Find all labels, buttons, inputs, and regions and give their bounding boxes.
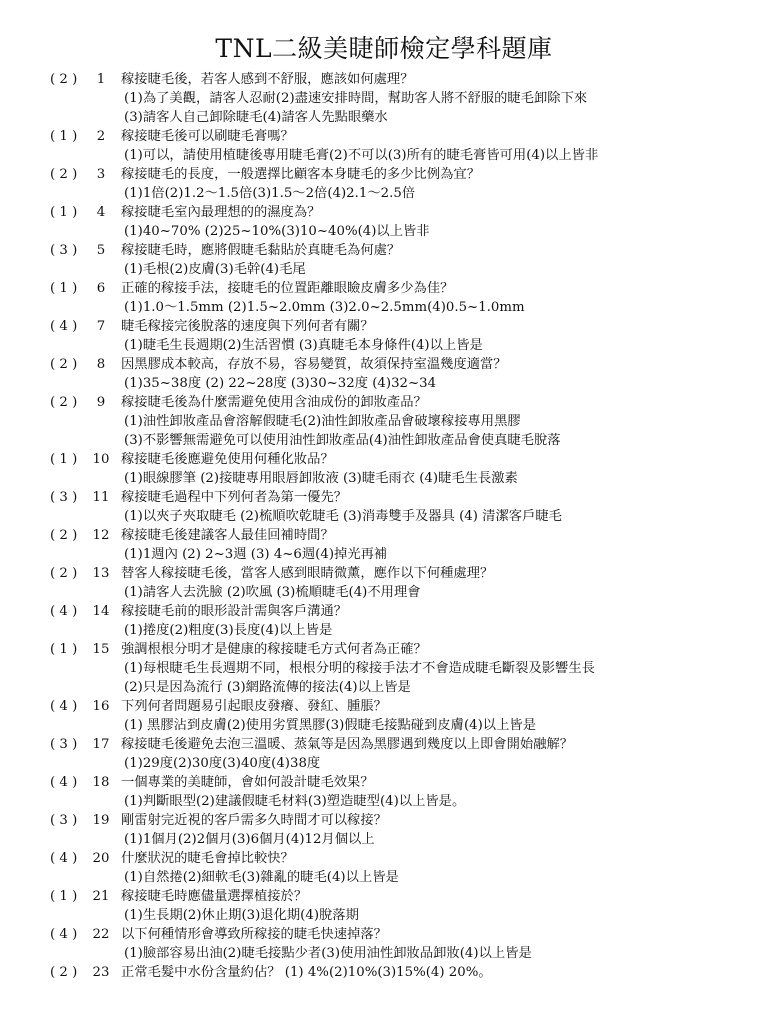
question-item <box>0 602 768 640</box>
page-title: TNL二級美睫師檢定學科題庫 <box>215 34 553 63</box>
question-options: (1)1個月(2)2個月(3)6個月(4)12月個以上 <box>124 832 375 847</box>
question-line <box>0 450 768 469</box>
question-answer: ( 1 ) <box>50 642 78 657</box>
question-options: (1)每根睫毛生長週期不同，根根分明的稼接手法才不會造成睫毛斷裂及影響生長 <box>124 661 595 676</box>
question-text: 稼接睫毛室內最理想的的濕度為？ <box>121 205 321 220</box>
question-number: 18 <box>92 775 110 790</box>
question-item <box>0 640 768 697</box>
question-item <box>0 450 768 488</box>
question-text: 強調根根分明才是健康的稼接睫毛方式何者為正確？ <box>121 642 427 657</box>
question-line <box>0 773 768 792</box>
question-options: (1)1週內 (2) 2~3週 (3) 4~6週(4)掉光再補 <box>124 547 388 562</box>
question-answer: ( 4 ) <box>50 775 78 790</box>
question-line <box>0 849 768 868</box>
question-line <box>0 165 768 184</box>
question-options: (1)1.0～1.5mm (2)1.5~2.0mm (3)2.0~2.5mm(4)0.5~1.0mm <box>124 300 525 315</box>
question-number: 23 <box>92 965 110 980</box>
question-line <box>0 279 768 298</box>
question-answer: ( 4 ) <box>50 319 78 334</box>
question-options: (1)睫毛生長週期(2)生活習慣 (3)真睫毛本身條件(4)以上皆是 <box>124 338 483 353</box>
question-answer: ( 4 ) <box>50 927 78 942</box>
question-number: 1 <box>96 72 106 87</box>
question-item <box>0 773 768 811</box>
question-line <box>0 963 768 982</box>
question-line <box>0 811 768 830</box>
question-text: 什麼狀況的睫毛會掉比較快？ <box>121 851 294 866</box>
question-answer: ( 1 ) <box>50 205 78 220</box>
question-line <box>0 203 768 222</box>
question-options: (1)自然捲(2)細軟毛(3)雜亂的睫毛(4)以上皆是 <box>124 870 399 885</box>
question-answer: ( 2 ) <box>50 395 78 410</box>
question-text: 稼接睫毛過程中下列何者為第一優先？ <box>121 490 348 505</box>
question-text: 稼接睫毛時，應將假睫毛黏貼於真睫毛為何處？ <box>121 243 401 258</box>
question-line <box>0 526 768 545</box>
question-text: 稼接睫毛的長度，一般選擇比顧客本身睫毛的多少比例為宜？ <box>121 167 481 182</box>
question-item <box>0 355 768 393</box>
question-answer: ( 1 ) <box>50 889 78 904</box>
question-options: (1)以夾子夾取睫毛 (2)梳順吹乾睫毛 (3)消毒雙手及器具 (4) 清潔客戶睫毛 <box>124 509 562 524</box>
question-line <box>0 127 768 146</box>
question-text: 替客人稼接睫毛後，當客人感到眼睛微薰，應作以下何種處理？ <box>121 566 494 581</box>
question-number: 11 <box>92 490 110 505</box>
question-item <box>0 279 768 317</box>
question-text: 因黑膠成本較高，存放不易，容易變質，故須保持室溫幾度適當？ <box>121 357 507 372</box>
question-line <box>0 393 768 412</box>
question-options: (1)1倍(2)1.2～1.5倍(3)1.5～2倍(4)2.1～2.5倍 <box>124 186 416 201</box>
question-number: 5 <box>96 243 106 258</box>
question-text: 稼接睫毛時應儘量選擇植接於？ <box>121 889 308 904</box>
question-answer: ( 3 ) <box>50 243 78 258</box>
question-text: 下列何者問題易引起眼皮發癢、發紅、腫脹？ <box>121 699 387 714</box>
question-item <box>0 849 768 887</box>
question-item <box>0 564 768 602</box>
question-item <box>0 393 768 450</box>
question-item <box>0 488 768 526</box>
question-line <box>0 887 768 906</box>
question-line <box>0 697 768 716</box>
question-text: 以下何種情形會導致所稼接的睫毛快速掉落？ <box>121 927 387 942</box>
question-item <box>0 887 768 925</box>
question-options: (2)只是因為流行 (3)網路流傳的接法(4)以上皆是 <box>124 680 411 695</box>
question-number: 4 <box>96 205 106 220</box>
question-answer: ( 2 ) <box>50 566 78 581</box>
question-number: 16 <box>92 699 110 714</box>
question-number: 10 <box>92 452 110 467</box>
question-line <box>0 317 768 336</box>
question-options: (1)29度(2)30度(3)40度(4)38度 <box>124 756 321 771</box>
question-number: 3 <box>96 167 106 182</box>
question-line <box>0 488 768 507</box>
question-item <box>0 735 768 773</box>
question-text: 稼接睫毛後避免去泡三溫暖、蒸氣等是因為黑膠遇到幾度以上即會開始融解？ <box>121 737 574 752</box>
question-item <box>0 925 768 963</box>
question-text: 稼接睫毛前的眼形設計需與客戶溝通？ <box>121 604 348 619</box>
question-answer: ( 2 ) <box>50 965 78 980</box>
question-number: 21 <box>92 889 110 904</box>
question-item <box>0 70 768 127</box>
question-item <box>0 203 768 241</box>
question-text: 正常毛髮中水份含量約佔？ (1) 4%(2)10%(3)15%(4) 20%。 <box>121 965 492 980</box>
question-answer: ( 1 ) <box>50 129 78 144</box>
question-answer: ( 4 ) <box>50 699 78 714</box>
question-options: (1)生長期(2)休止期(3)退化期(4)脫落期 <box>124 908 359 923</box>
question-line <box>0 564 768 583</box>
question-number: 7 <box>96 319 106 334</box>
question-options: (1)眼線膠筆 (2)接睫專用眼唇卸妝液 (3)睫毛雨衣 (4)睫毛生長激素 <box>124 471 518 486</box>
question-line <box>0 640 768 659</box>
question-item <box>0 127 768 165</box>
question-answer: ( 2 ) <box>50 528 78 543</box>
question-item <box>0 697 768 735</box>
question-item <box>0 241 768 279</box>
question-options: (1)請客人去洗臉 (2)吹風 (3)梳順睫毛(4)不用理會 <box>124 585 421 600</box>
question-answer: ( 3 ) <box>50 737 78 752</box>
question-number: 12 <box>92 528 110 543</box>
question-line <box>0 355 768 374</box>
question-number: 14 <box>92 604 110 619</box>
question-text: 稼接睫毛後為什麼需避免使用含油成份的卸妝產品？ <box>121 395 427 410</box>
question-line <box>0 241 768 260</box>
question-number: 22 <box>92 927 110 942</box>
question-options: (1)可以，請使用植睫後專用睫毛膏(2)不可以(3)所有的睫毛膏皆可用(4)以上皆非 <box>124 148 599 163</box>
question-number: 9 <box>96 395 106 410</box>
question-item <box>0 963 768 982</box>
question-options: (3)請客人自己卸除睫毛(4)請客人先點眼藥水 <box>124 110 388 125</box>
question-answer: ( 4 ) <box>50 604 78 619</box>
question-item <box>0 317 768 355</box>
question-answer: ( 2 ) <box>50 167 78 182</box>
question-item <box>0 165 768 203</box>
question-item <box>0 526 768 564</box>
question-text: 稼接睫毛後應避免使用何種化妝品？ <box>121 452 334 467</box>
question-number: 20 <box>92 851 110 866</box>
question-options: (1) 黑膠沾到皮膚(2)使用劣質黑膠(3)假睫毛接點碰到皮膚(4)以上皆是 <box>124 718 536 733</box>
question-answer: ( 1 ) <box>50 281 78 296</box>
question-number: 8 <box>96 357 106 372</box>
question-answer: ( 1 ) <box>50 452 78 467</box>
question-text: 剛雷射完近視的客戶需多久時間才可以稼接？ <box>121 813 387 828</box>
question-line <box>0 925 768 944</box>
question-list <box>0 70 768 982</box>
question-answer: ( 3 ) <box>50 490 78 505</box>
question-text: 一個專業的美睫師，會如何設計睫毛效果？ <box>121 775 374 790</box>
question-text: 稼接睫毛後，若客人感到不舒服，應該如何處理？ <box>121 72 414 87</box>
question-options: (1)毛根(2)皮膚(3)毛幹(4)毛尾 <box>124 262 306 277</box>
question-line <box>0 602 768 621</box>
question-number: 13 <box>92 566 110 581</box>
question-number: 2 <box>96 129 106 144</box>
question-answer: ( 3 ) <box>50 813 78 828</box>
question-text: 稼接睫毛後可以刷睫毛膏嗎？ <box>121 129 294 144</box>
question-text: 睫毛稼接完後脫落的速度與下列何者有關？ <box>121 319 374 334</box>
question-number: 15 <box>92 642 110 657</box>
question-answer: ( 2 ) <box>50 357 78 372</box>
question-answer: ( 2 ) <box>50 72 78 87</box>
question-text: 正確的稼接手法，接睫毛的位置距離眼瞼皮膚多少為佳？ <box>121 281 454 296</box>
question-line <box>0 735 768 754</box>
question-number: 19 <box>92 813 110 828</box>
question-options: (1)油性卸妝產品會溶解假睫毛(2)油性卸妝產品會破壞稼接專用黑膠 <box>124 414 521 429</box>
question-number: 17 <box>92 737 110 752</box>
question-options: (1)臉部容易出油(2)睫毛接點少者(3)使用油性卸妝品卸妝(4)以上皆是 <box>124 946 532 961</box>
question-text: 稼接睫毛後建議客人最佳回補時間？ <box>121 528 334 543</box>
question-options: (1)為了美觀，請客人忍耐(2)盡速安排時間，幫助客人將不舒服的睫毛卸除下來 <box>124 91 588 106</box>
question-options: (1)40~70% (2)25~10%(3)10~40%(4)以上皆非 <box>124 224 430 239</box>
question-options: (3)不影響無需避免可以使用油性卸妝產品(4)油性卸妝產品會使真睫毛脫落 <box>124 433 561 448</box>
question-options: (1)判斷眼型(2)建議假睫毛材料(3)塑造睫型(4)以上皆是。 <box>124 794 466 809</box>
question-line <box>0 70 768 89</box>
question-options: (1)35~38度 (2) 22~28度 (3)30~32度 (4)32~34 <box>124 376 437 391</box>
question-item <box>0 811 768 849</box>
question-number: 6 <box>96 281 106 296</box>
question-answer: ( 4 ) <box>50 851 78 866</box>
question-options: (1)捲度(2)粗度(3)長度(4)以上皆是 <box>124 623 333 638</box>
